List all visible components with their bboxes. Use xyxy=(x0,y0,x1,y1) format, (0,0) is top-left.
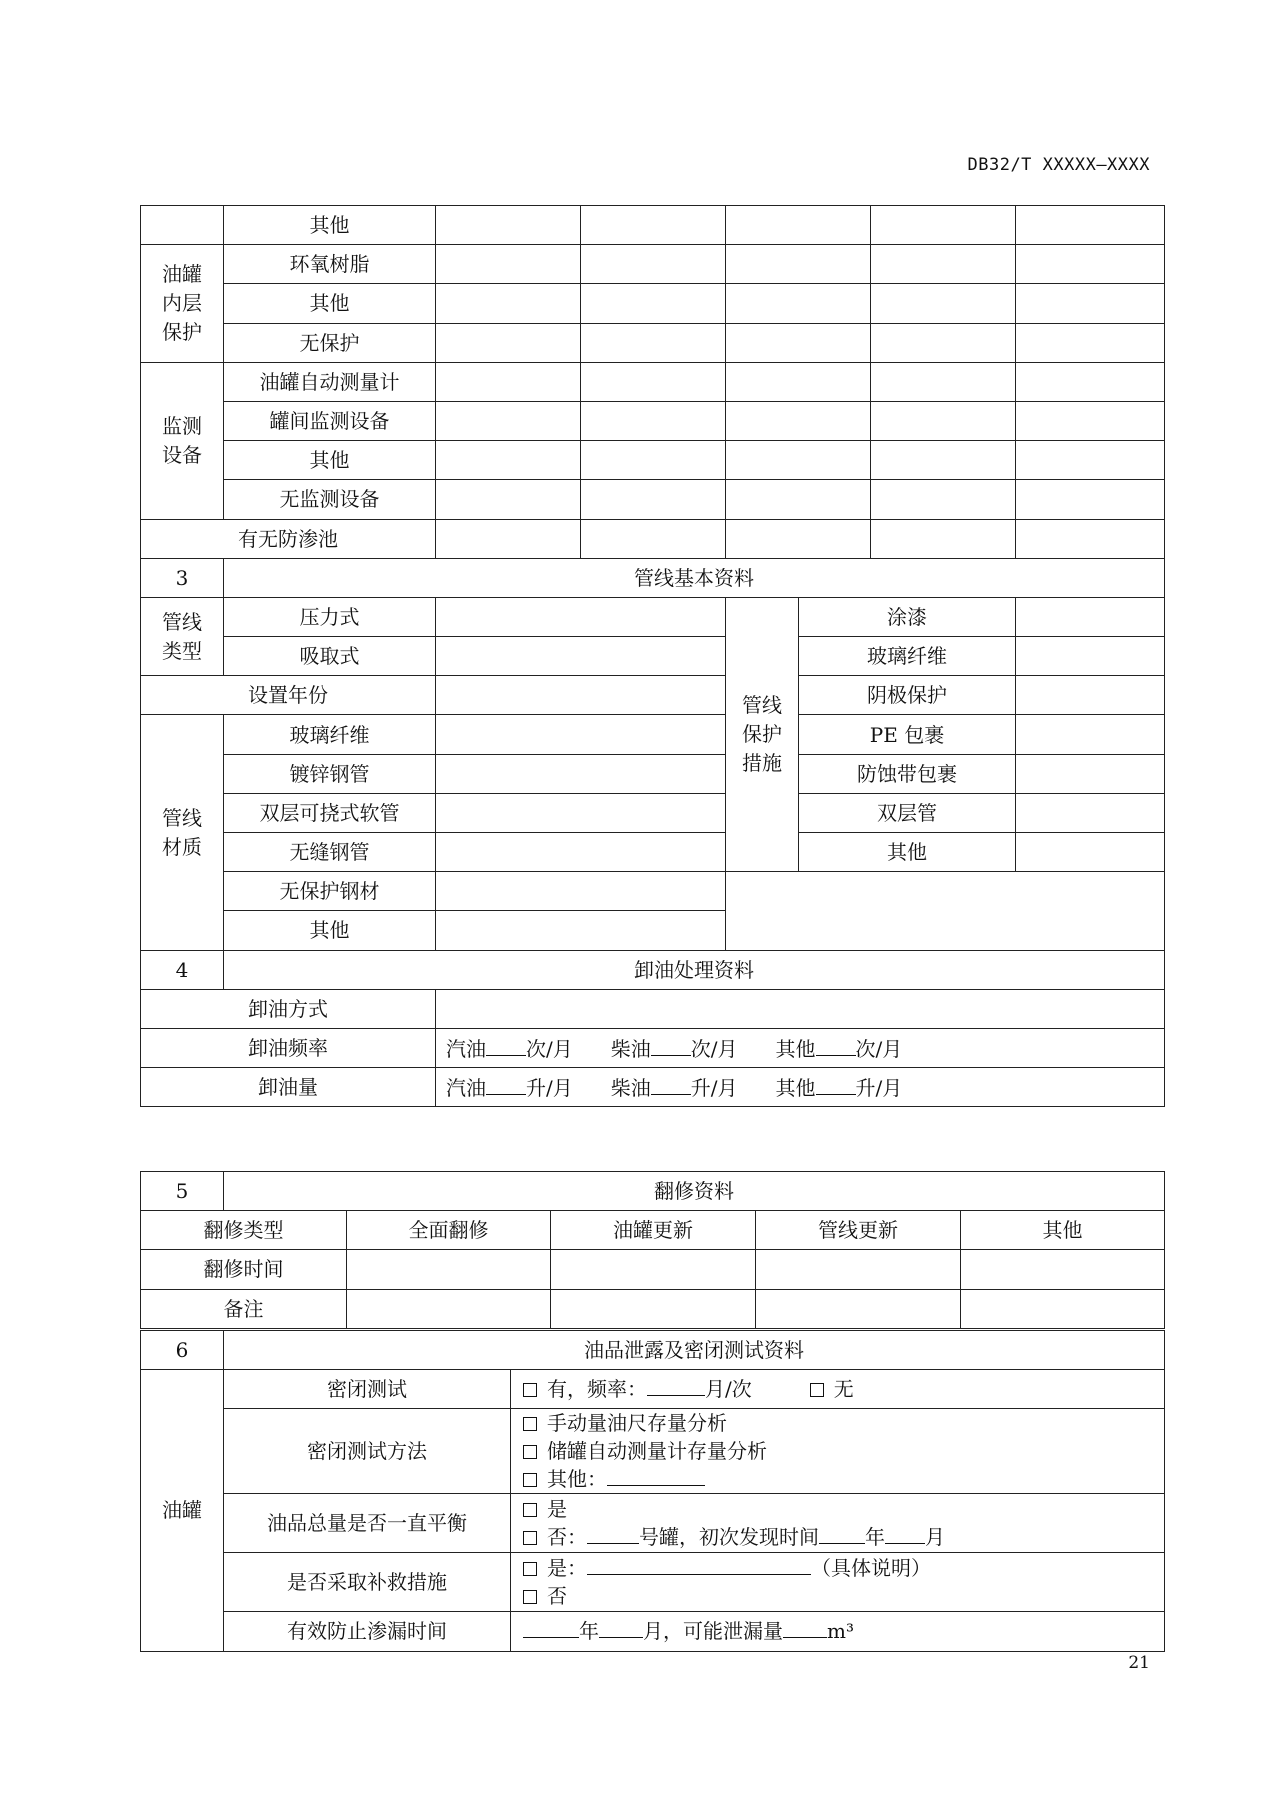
cell[interactable] xyxy=(551,1289,756,1328)
unit: 次/月 xyxy=(690,1037,738,1062)
row-label: 其他 xyxy=(799,833,1016,872)
option-label: 是： xyxy=(547,1556,587,1581)
cell[interactable] xyxy=(1016,519,1165,558)
cell[interactable] xyxy=(581,480,726,519)
test-method-cell xyxy=(511,1409,1165,1494)
other-blank[interactable] xyxy=(607,1465,705,1486)
row-label-seal-test: 密闭测试 xyxy=(224,1370,511,1409)
cell[interactable] xyxy=(436,637,726,676)
remedy-blank[interactable] xyxy=(587,1554,811,1575)
cell[interactable] xyxy=(436,676,726,715)
cell[interactable] xyxy=(871,441,1016,480)
leak-test-table xyxy=(140,1330,1165,1652)
checkbox-seal-yes[interactable] xyxy=(523,1383,537,1397)
group-monitoring: 监测 设备 xyxy=(141,362,224,519)
section-title: 管线基本资料 xyxy=(224,558,1165,597)
renovation-table xyxy=(140,1171,1165,1329)
option-label: 否： xyxy=(547,1525,587,1550)
section-title: 翻修资料 xyxy=(224,1172,1165,1211)
row-label: 无监测设备 xyxy=(224,480,436,519)
cell[interactable] xyxy=(436,362,581,401)
text: 年 xyxy=(865,1525,885,1550)
cell[interactable] xyxy=(436,793,726,832)
gasoline-label: 汽油 xyxy=(446,1076,486,1101)
section-title: 油品泄露及密闭测试资料 xyxy=(224,1331,1165,1370)
unit: 升/月 xyxy=(855,1076,903,1101)
row-label-prevent-time: 有效防止渗漏时间 xyxy=(224,1612,511,1651)
cell[interactable] xyxy=(551,1250,756,1289)
cell[interactable] xyxy=(436,245,581,284)
cell[interactable] xyxy=(436,754,726,793)
cell[interactable] xyxy=(1016,793,1165,832)
row-label: 双层可挠式软管 xyxy=(224,793,436,832)
cell[interactable] xyxy=(436,911,726,950)
option-label: 是 xyxy=(547,1497,567,1522)
cell[interactable] xyxy=(436,872,726,911)
cell[interactable] xyxy=(581,441,726,480)
row-label: 玻璃纤维 xyxy=(224,715,436,754)
year-blank[interactable] xyxy=(819,1523,865,1544)
cell[interactable] xyxy=(581,362,726,401)
row-label: 其他 xyxy=(224,206,436,245)
row-label-note: 备注 xyxy=(141,1289,347,1328)
cell[interactable] xyxy=(756,1289,961,1328)
cell[interactable] xyxy=(961,1289,1165,1328)
cell[interactable] xyxy=(726,441,871,480)
group-inner-protection: 油罐 内层 保护 xyxy=(141,245,224,363)
section-number: 6 xyxy=(141,1331,224,1370)
gasoline-label: 汽油 xyxy=(446,1037,486,1062)
cell[interactable] xyxy=(961,1250,1165,1289)
row-label-renovation-type: 翻修类型 xyxy=(141,1211,347,1250)
row-label-renovation-time: 翻修时间 xyxy=(141,1250,347,1289)
row-label-remedy: 是否采取补救措施 xyxy=(224,1553,511,1612)
cell[interactable] xyxy=(436,519,581,558)
section-number: 3 xyxy=(141,558,224,597)
cell[interactable] xyxy=(347,1289,551,1328)
month-blank[interactable] xyxy=(885,1523,925,1544)
cell[interactable] xyxy=(1016,284,1165,323)
cell[interactable] xyxy=(871,323,1016,362)
cell[interactable] xyxy=(871,284,1016,323)
cell[interactable] xyxy=(436,206,581,245)
unit: 月/次 xyxy=(705,1377,752,1402)
group-pipeline-protection: 管线 保护 措施 xyxy=(726,597,799,871)
unit: 次/月 xyxy=(526,1037,573,1062)
group-tank: 油罐 xyxy=(141,1370,224,1651)
empty-area xyxy=(726,872,1165,950)
balance-cell xyxy=(511,1494,1165,1553)
cell[interactable] xyxy=(436,284,581,323)
group-pipeline-material: 管线 材质 xyxy=(141,715,224,950)
cell[interactable] xyxy=(1016,754,1165,793)
cell[interactable] xyxy=(1016,715,1165,754)
col-header: 其他 xyxy=(961,1211,1165,1250)
text: 号罐，初次发现时间 xyxy=(639,1525,819,1550)
row-label: PE 包裹 xyxy=(799,715,1016,754)
unit: 升/月 xyxy=(690,1076,738,1101)
cell[interactable] xyxy=(1016,441,1165,480)
cell[interactable] xyxy=(756,1250,961,1289)
row-label: 镀锌钢管 xyxy=(224,754,436,793)
checkbox-seal-no[interactable] xyxy=(810,1383,824,1397)
row-label: 油罐自动测量计 xyxy=(224,362,436,401)
other-label: 其他 xyxy=(775,1076,816,1101)
option-label: 其他： xyxy=(547,1467,607,1492)
seal-test-cell xyxy=(511,1370,1165,1409)
row-label-test-method: 密闭测试方法 xyxy=(224,1409,511,1494)
cell[interactable] xyxy=(871,519,1016,558)
cell[interactable] xyxy=(436,480,581,519)
cell[interactable] xyxy=(726,245,871,284)
unit: m³ xyxy=(827,1619,854,1644)
other-label: 其他 xyxy=(775,1037,816,1062)
cell[interactable] xyxy=(1016,323,1165,362)
cell[interactable] xyxy=(871,480,1016,519)
row-label: 压力式 xyxy=(224,597,436,636)
text: 年 xyxy=(579,1619,599,1644)
row-label: 其他 xyxy=(224,284,436,323)
cell[interactable] xyxy=(1016,480,1165,519)
month-blank[interactable] xyxy=(599,1617,643,1638)
main-form-table xyxy=(140,205,1165,1107)
section-number: 5 xyxy=(141,1172,224,1211)
checkbox-method-auto[interactable] xyxy=(523,1445,537,1459)
row-label-unload-amount: 卸油量 xyxy=(141,1068,436,1107)
unload-method-cell[interactable] xyxy=(436,989,1165,1028)
cell[interactable] xyxy=(1016,401,1165,440)
option-label: 无 xyxy=(833,1377,854,1402)
cell[interactable] xyxy=(1016,206,1165,245)
prevent-time-cell xyxy=(511,1612,1165,1651)
checkbox-method-other[interactable] xyxy=(523,1473,537,1487)
row-label: 环氧树脂 xyxy=(224,245,436,284)
row-label: 涂漆 xyxy=(799,597,1016,636)
amount-blank[interactable] xyxy=(783,1617,827,1638)
row-label: 其他 xyxy=(224,911,436,950)
cell[interactable] xyxy=(871,362,1016,401)
section-number: 4 xyxy=(141,950,224,989)
cell[interactable] xyxy=(726,284,871,323)
cell[interactable] xyxy=(436,715,726,754)
text: 月，可能泄漏量 xyxy=(643,1619,783,1644)
option-label: 手动量油尺存量分析 xyxy=(547,1411,727,1436)
checkbox-method-manual[interactable] xyxy=(523,1417,537,1431)
cell[interactable] xyxy=(436,441,581,480)
cell[interactable] xyxy=(726,480,871,519)
cell[interactable] xyxy=(1016,637,1165,676)
cell[interactable] xyxy=(871,245,1016,284)
cell[interactable] xyxy=(1016,676,1165,715)
row-label: 无保护 xyxy=(224,323,436,362)
row-label: 罐间监测设备 xyxy=(224,401,436,440)
unload-frequency-cell[interactable] xyxy=(436,1028,1165,1067)
tank-no-blank[interactable] xyxy=(587,1523,639,1544)
row-label: 无保护钢材 xyxy=(224,872,436,911)
section-title: 卸油处理资料 xyxy=(224,950,1165,989)
row-label: 阴极保护 xyxy=(799,676,1016,715)
cell[interactable] xyxy=(871,206,1016,245)
row-label: 吸取式 xyxy=(224,637,436,676)
diesel-label: 柴油 xyxy=(610,1037,651,1062)
cell[interactable] xyxy=(1016,245,1165,284)
unit: 次/月 xyxy=(855,1037,903,1062)
doc-code: DB32/T XXXXX—XXXX xyxy=(967,155,1150,175)
row-label: 无缝钢管 xyxy=(224,833,436,872)
col-header: 全面翻修 xyxy=(347,1211,551,1250)
cell[interactable] xyxy=(347,1250,551,1289)
row-label-unload-method: 卸油方式 xyxy=(141,989,436,1028)
cell[interactable] xyxy=(581,519,726,558)
row-label: 双层管 xyxy=(799,793,1016,832)
cell[interactable] xyxy=(581,401,726,440)
checkbox-balance-yes[interactable] xyxy=(523,1503,537,1517)
frequency-blank[interactable] xyxy=(647,1375,705,1396)
option-label: 有，频率： xyxy=(547,1377,647,1402)
cell[interactable] xyxy=(436,597,726,636)
cell[interactable] xyxy=(871,401,1016,440)
cell[interactable] xyxy=(581,323,726,362)
group-cell-empty xyxy=(141,206,224,245)
cell[interactable] xyxy=(581,284,726,323)
row-label-seepage-pool: 有无防渗池 xyxy=(141,519,436,558)
option-label: 否 xyxy=(547,1584,567,1609)
cell[interactable] xyxy=(1016,597,1165,636)
row-label: 防蚀带包裹 xyxy=(799,754,1016,793)
year-blank[interactable] xyxy=(523,1617,579,1638)
checkbox-balance-no[interactable] xyxy=(523,1531,537,1545)
checkbox-remedy-yes[interactable] xyxy=(523,1562,537,1576)
unload-amount-cell[interactable] xyxy=(436,1068,1165,1107)
checkbox-remedy-no[interactable] xyxy=(523,1590,537,1604)
cell[interactable] xyxy=(436,401,581,440)
remedy-cell xyxy=(511,1553,1165,1612)
cell[interactable] xyxy=(436,323,581,362)
text: 月 xyxy=(925,1525,945,1550)
row-label: 其他 xyxy=(224,441,436,480)
cell[interactable] xyxy=(726,519,871,558)
row-label-install-year: 设置年份 xyxy=(141,676,436,715)
col-header: 油罐更新 xyxy=(551,1211,756,1250)
option-label: 储罐自动测量计存量分析 xyxy=(547,1439,767,1464)
cell[interactable] xyxy=(726,206,871,245)
row-label: 玻璃纤维 xyxy=(799,637,1016,676)
diesel-label: 柴油 xyxy=(610,1076,651,1101)
cell[interactable] xyxy=(1016,833,1165,872)
cell[interactable] xyxy=(726,323,871,362)
cell[interactable] xyxy=(581,206,726,245)
unit: 升/月 xyxy=(526,1076,573,1101)
col-header: 管线更新 xyxy=(756,1211,961,1250)
cell[interactable] xyxy=(1016,362,1165,401)
row-label-balance: 油品总量是否一直平衡 xyxy=(224,1494,511,1553)
text: （具体说明） xyxy=(811,1556,931,1581)
cell[interactable] xyxy=(726,401,871,440)
cell[interactable] xyxy=(436,833,726,872)
page-number: 21 xyxy=(1128,1653,1150,1673)
group-pipeline-type: 管线 类型 xyxy=(141,597,224,675)
cell[interactable] xyxy=(581,245,726,284)
cell[interactable] xyxy=(726,362,871,401)
row-label-unload-frequency: 卸油频率 xyxy=(141,1028,436,1067)
